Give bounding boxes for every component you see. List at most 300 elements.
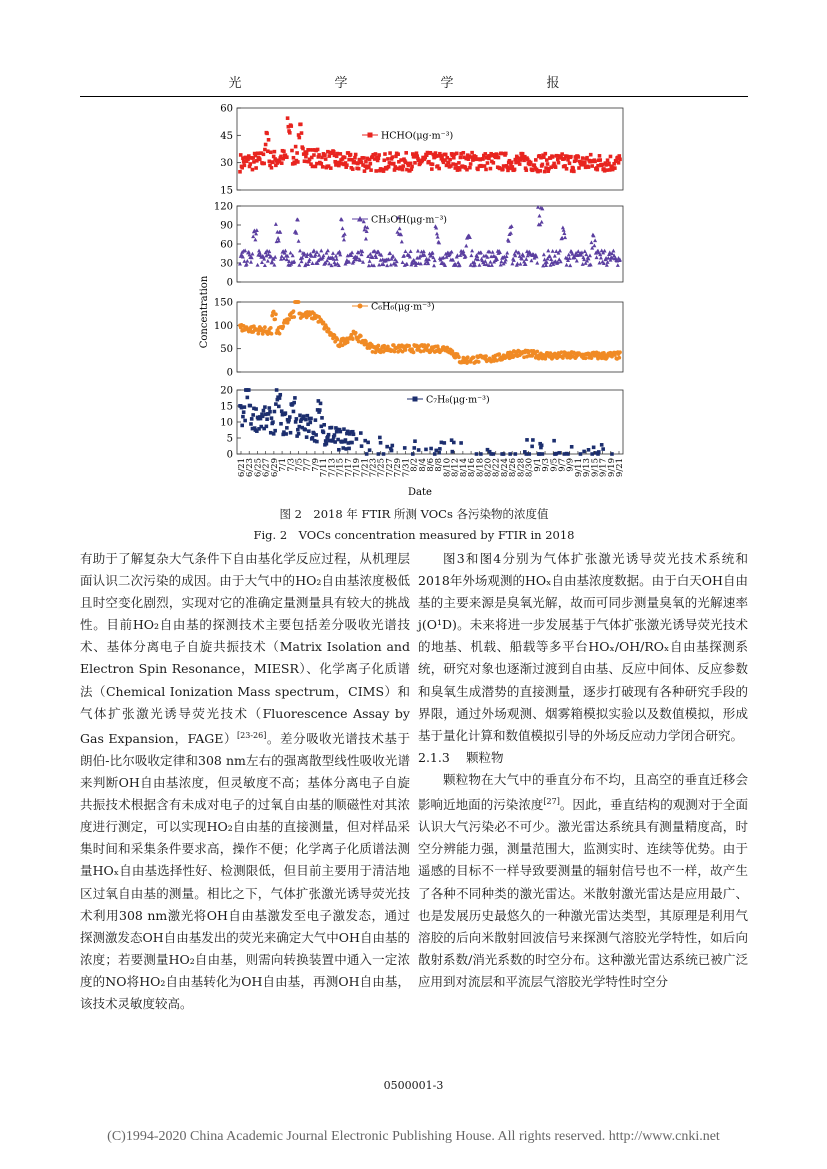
y-tick-label: 90 <box>220 220 233 232</box>
data-point <box>593 238 597 242</box>
data-point <box>385 445 389 449</box>
data-point <box>243 405 247 409</box>
data-point <box>444 153 448 157</box>
data-point <box>390 449 394 453</box>
data-point <box>484 354 488 358</box>
data-point <box>561 225 565 229</box>
data-point <box>270 166 274 170</box>
data-point <box>295 417 299 421</box>
data-point <box>483 259 487 263</box>
data-point <box>262 152 266 156</box>
data-point <box>404 348 408 352</box>
data-point <box>583 161 587 165</box>
data-point <box>268 410 272 414</box>
chart-panel-0 <box>220 104 623 197</box>
data-point <box>254 166 258 170</box>
data-point <box>568 263 572 267</box>
data-point <box>353 156 357 160</box>
data-point <box>510 160 514 164</box>
x-tick-label: 7/27 <box>384 458 395 478</box>
chart-panel-3 <box>220 386 623 461</box>
data-point <box>262 162 266 166</box>
data-point <box>283 249 287 253</box>
data-point <box>247 250 251 254</box>
data-point <box>260 260 264 264</box>
data-point <box>304 418 308 422</box>
data-point <box>239 153 243 157</box>
journal-header: 光 学 学 报 <box>80 72 748 97</box>
data-point <box>412 350 416 354</box>
data-point <box>484 168 488 172</box>
data-point <box>587 448 591 452</box>
data-point <box>294 145 298 149</box>
x-tick-label: 7/5 <box>294 458 305 472</box>
data-point <box>457 161 461 165</box>
data-point <box>596 168 600 172</box>
data-point <box>412 446 416 450</box>
data-point <box>401 260 405 264</box>
data-point <box>587 165 591 169</box>
data-point <box>298 413 302 417</box>
x-tick-label: 9/3 <box>541 458 552 472</box>
data-point <box>331 251 335 255</box>
x-tick-label: 7/3 <box>286 458 297 472</box>
data-point <box>288 131 292 135</box>
data-point <box>466 355 470 359</box>
data-point <box>238 170 242 174</box>
x-tick-label: 8/8 <box>434 458 445 472</box>
data-point <box>357 167 361 171</box>
data-point <box>256 263 260 267</box>
y-tick-label: 50 <box>220 344 233 356</box>
data-point <box>305 435 309 439</box>
data-point <box>537 214 541 218</box>
data-point <box>589 240 593 244</box>
data-point <box>431 162 435 166</box>
x-axis-label: Date <box>408 487 432 498</box>
data-points-0 <box>238 116 622 173</box>
data-point <box>287 318 291 322</box>
data-point <box>542 252 546 256</box>
data-point <box>366 441 370 445</box>
data-point <box>387 165 391 169</box>
data-point <box>364 160 368 164</box>
data-point <box>290 149 294 153</box>
data-point <box>403 249 407 253</box>
data-point <box>332 260 336 264</box>
data-point <box>401 164 405 168</box>
data-point <box>470 249 474 253</box>
data-point <box>262 409 266 413</box>
data-point <box>468 166 472 170</box>
data-point <box>508 452 512 456</box>
x-tick-label: 6/25 <box>253 458 264 478</box>
data-point <box>378 436 382 440</box>
data-point <box>342 238 346 242</box>
data-point <box>546 249 550 253</box>
data-point <box>457 355 461 359</box>
section-title: 颗粒物 <box>466 749 504 765</box>
data-point <box>307 429 311 433</box>
data-point <box>603 249 607 253</box>
x-tick-label: 7/15 <box>335 458 346 478</box>
data-point <box>430 167 434 171</box>
data-point <box>322 423 326 427</box>
data-point <box>501 168 505 172</box>
data-point <box>360 444 364 448</box>
data-point <box>470 151 474 155</box>
legend-label: CH₃OH(μg·m⁻³) <box>371 214 447 226</box>
data-point <box>600 443 604 447</box>
data-point <box>284 432 288 436</box>
y-axis-label: Concentration <box>199 275 210 349</box>
data-point <box>248 162 252 166</box>
data-point <box>354 331 358 335</box>
data-point <box>246 396 250 400</box>
data-point <box>409 162 413 166</box>
data-point <box>267 138 271 142</box>
data-point <box>278 396 282 400</box>
data-point <box>359 334 363 338</box>
data-point <box>455 152 459 156</box>
data-point <box>276 236 280 240</box>
data-point <box>481 157 485 161</box>
data-point <box>272 432 276 436</box>
data-point <box>569 155 573 159</box>
data-point <box>579 452 583 456</box>
x-tick-label: 7/17 <box>343 458 354 478</box>
data-point <box>589 153 593 157</box>
data-point <box>566 452 570 456</box>
x-tick-label: 8/2 <box>409 458 420 472</box>
paragraph: 有助于了解复杂大气条件下自由基化学反应过程，从机理层面认识二次污染的成因。由于大气中的HO₂自由基浓度极低且时空变化剧烈，实现对它的准确定量测量具有较大的挑战性。目前HO₂自由基的探测技术主要包括差分吸收光谱技术、基体分离电子自旋共振技术（Matrix Isolation and Electron Spin Resonance，MIESR）、化学离子化质谱法（Chemical Ionization Mass spectrum，CIMS）和气体扩张激光诱导荧光技术（Fluorescence Assay by Gas Expansion，FAGE）[23-26]。差分吸收光谱技术基于朗伯-比尔吸收定律和308 nm左右的强离散型线性吸收光谱来判断OH自由基浓度，但灵敏度不高；基体分离电子自旋共振技术根据含有未成对电子的过氧自由基的顺磁性对其浓度进行测定，可以实现HO₂自由基的直接测量，但对样品采集时间和采集条件要求高，操作不便；化学离子化质谱法测量HOₓ自由基选择性好、检测限低，但目前主要用于清洁地区过氧自由基的测量。相比之下，气体扩张激光诱导荧光技术利用308 nm激光将OH自由基激发至电子激发态，通过探测激发态OH自由基发出的荧光来确定大气中OH自由基的浓度；若要测量HO₂自由基，则需向转换装置中通入一定浓度的NO将HO₂自由基转化为OH自由基，再测OH自由基，该技术灵敏度较高。 <box>80 551 410 1012</box>
data-point <box>345 163 349 167</box>
data-point <box>388 151 392 155</box>
x-tick-label: 9/19 <box>606 458 617 478</box>
data-point <box>288 415 292 419</box>
data-point <box>289 431 293 435</box>
data-point <box>462 151 466 155</box>
data-point <box>597 450 601 454</box>
data-point <box>592 446 596 450</box>
x-tick-label: 7/21 <box>360 458 371 478</box>
data-point <box>535 261 539 265</box>
data-point <box>362 156 366 160</box>
y-tick-label: 20 <box>220 385 233 397</box>
data-point <box>502 452 506 456</box>
data-point <box>314 418 318 422</box>
data-point <box>436 235 440 239</box>
x-tick-label: 6/29 <box>269 458 280 478</box>
data-point <box>538 169 542 173</box>
x-tick-label: 6/27 <box>261 458 272 478</box>
data-point <box>386 157 390 161</box>
y-tick-label: 5 <box>226 433 233 445</box>
data-point <box>302 414 306 418</box>
x-tick-label: 9/13 <box>582 458 593 478</box>
data-point <box>601 447 605 451</box>
data-point <box>285 426 289 430</box>
data-point <box>303 428 307 432</box>
data-point <box>489 167 493 171</box>
data-point <box>504 152 508 156</box>
data-point <box>333 433 337 437</box>
data-point <box>459 156 463 160</box>
data-point <box>377 153 381 157</box>
data-point <box>530 445 534 449</box>
x-tick-label: 8/20 <box>483 458 494 478</box>
data-point <box>438 447 442 451</box>
x-tick-label: 9/9 <box>565 458 576 472</box>
data-point <box>250 417 254 421</box>
data-point <box>297 263 301 267</box>
left-column <box>80 548 410 1015</box>
data-point <box>554 165 558 169</box>
data-point <box>477 263 481 267</box>
data-point <box>241 415 245 419</box>
data-point <box>469 253 473 257</box>
x-tick-label: 8/16 <box>467 458 478 478</box>
x-tick-label: 8/14 <box>458 458 469 478</box>
data-point <box>536 205 540 209</box>
data-point <box>413 161 417 165</box>
data-point <box>396 152 400 156</box>
data-point <box>243 164 247 168</box>
data-point <box>305 151 309 155</box>
chart-panels <box>214 104 623 461</box>
data-point <box>571 166 575 170</box>
data-point <box>570 445 574 449</box>
data-point <box>376 344 380 348</box>
data-point <box>437 167 441 171</box>
data-point <box>540 220 544 224</box>
data-point <box>492 452 496 456</box>
x-tick-label: 9/15 <box>590 458 601 478</box>
figure-caption-cn: 图 2 2018 年 FTIR 所测 VOCs 各污染物的浓度值 <box>279 507 549 521</box>
data-point <box>588 253 592 257</box>
data-point <box>297 432 301 436</box>
data-point <box>326 248 330 252</box>
data-point <box>469 162 473 166</box>
data-point <box>364 237 368 241</box>
data-point <box>518 162 522 166</box>
data-point <box>613 166 617 170</box>
data-point <box>576 155 580 159</box>
data-point <box>264 143 268 147</box>
data-point <box>527 452 531 456</box>
data-point <box>575 259 579 263</box>
x-tick-label: 8/26 <box>508 458 519 478</box>
paragraph: 颗粒物在大气中的垂直分布不均，且高空的垂直迁移会影响近地面的污染浓度[27]。因此，垂直结构的观测对于全面认识大气污染必不可少。激光雷达系统具有测量精度高，时空分辨能力强，测量范围大，监测实时、连续等优势。由于遥感的目标不一样导致要测量的辐射信号也不一样，故产生了各种不同种类的激光雷达。米散射激光雷达是应用最广、也是发展历史最悠久的一种激光雷达类型，其原理是利用气溶胶的后向米散射回波信号来探测气溶胶光学特性，如后向散射系数/消光系数的时空分布。这种激光雷达系统已被广泛应用到对流层和平流层气溶胶光学特性时空分 <box>418 771 748 989</box>
y-tick-label: 150 <box>213 297 233 309</box>
data-point <box>292 259 296 263</box>
data-point <box>285 257 289 261</box>
data-point <box>518 262 522 266</box>
data-point <box>505 254 509 258</box>
data-point <box>293 396 297 400</box>
x-tick-label: 8/10 <box>442 458 453 478</box>
x-tick-label: 8/6 <box>426 458 436 472</box>
data-point <box>541 163 545 167</box>
data-point <box>273 150 277 154</box>
data-point <box>289 251 293 255</box>
data-point <box>249 422 253 426</box>
data-point <box>296 160 300 164</box>
data-point <box>617 154 621 158</box>
data-point <box>524 257 528 261</box>
x-tick-label: 7/1 <box>278 458 289 472</box>
data-point <box>531 438 535 442</box>
data-point <box>273 410 277 414</box>
data-point <box>459 441 463 445</box>
data-point <box>286 116 290 120</box>
data-point <box>263 325 267 329</box>
data-point <box>609 155 613 159</box>
legend-label: C₆H₆(μg·m⁻³) <box>371 301 435 313</box>
data-point <box>417 448 421 452</box>
x-tick-label: 9/1 <box>532 458 543 472</box>
data-point <box>382 452 386 456</box>
data-point <box>368 259 372 263</box>
data-point <box>365 452 369 456</box>
data-point <box>617 161 621 165</box>
y-tick-label: 0 <box>226 367 233 379</box>
data-point <box>541 452 545 456</box>
y-tick-label: 60 <box>220 103 233 115</box>
data-point <box>258 158 262 162</box>
data-point <box>452 441 456 445</box>
data-point <box>510 262 514 266</box>
data-point <box>540 443 544 447</box>
legend-marker <box>413 397 418 402</box>
data-point <box>618 350 622 354</box>
data-point <box>400 240 404 244</box>
data-point <box>595 255 599 259</box>
data-point <box>524 168 528 172</box>
x-tick-label: 9/7 <box>557 458 568 472</box>
x-tick-label: 6/23 <box>245 458 256 478</box>
data-point <box>398 226 402 230</box>
y-tick-label: 10 <box>220 417 233 429</box>
data-point <box>270 416 274 420</box>
data-point <box>572 170 576 174</box>
data-point <box>374 169 378 173</box>
y-tick-label: 30 <box>220 258 233 270</box>
x-tick-label: 7/29 <box>393 458 404 478</box>
data-point <box>323 153 327 157</box>
data-point <box>486 161 490 165</box>
data-point <box>505 251 509 255</box>
y-tick-label: 15 <box>220 401 233 413</box>
data-point <box>581 156 585 160</box>
data-point <box>410 165 414 169</box>
data-point <box>416 249 420 253</box>
y-tick-label: 45 <box>220 130 233 142</box>
data-point <box>499 259 503 263</box>
data-point <box>551 249 555 253</box>
data-point <box>392 162 396 166</box>
data-point <box>429 447 433 451</box>
data-point <box>269 326 273 330</box>
data-point <box>368 448 372 452</box>
data-point <box>377 452 381 456</box>
data-point <box>267 406 271 410</box>
data-point <box>369 162 373 166</box>
data-point <box>409 249 413 253</box>
data-point <box>265 417 269 421</box>
data-point <box>335 338 339 342</box>
data-point <box>390 444 394 448</box>
data-point <box>238 262 242 266</box>
x-tick-label: 8/4 <box>417 458 428 472</box>
copyright-notice: (C)1994-2020 China Academic Journal Electronic Publishing House. All rights reserved. http://www.cnki.net <box>107 1129 720 1144</box>
data-point <box>590 356 594 360</box>
data-point <box>278 332 282 336</box>
x-tick-label: 7/19 <box>352 458 363 478</box>
data-point <box>339 430 343 434</box>
data-point <box>497 156 501 160</box>
data-point <box>281 325 285 329</box>
x-tick-label: 8/18 <box>475 458 486 478</box>
data-point <box>245 259 249 263</box>
data-point <box>330 426 334 430</box>
citation-ref: [27] <box>543 797 560 807</box>
data-point <box>426 343 430 347</box>
data-point <box>552 439 556 443</box>
data-point <box>452 156 456 160</box>
y-tick-label: 60 <box>220 239 233 251</box>
data-point <box>535 350 539 354</box>
data-point <box>316 148 320 152</box>
legend-marker <box>358 304 363 309</box>
data-point <box>273 255 277 259</box>
data-point <box>385 263 389 267</box>
panel-frame <box>237 108 623 190</box>
data-point <box>347 447 351 451</box>
data-point <box>298 249 302 253</box>
data-point <box>279 422 283 426</box>
data-point <box>274 222 278 226</box>
data-point <box>274 312 278 316</box>
x-tick-label: 9/5 <box>549 458 560 472</box>
data-point <box>275 388 279 392</box>
y-tick-label: 0 <box>226 277 233 289</box>
legend-2 <box>352 302 435 313</box>
x-tick-label: 9/17 <box>598 458 609 478</box>
data-point <box>574 159 578 163</box>
data-point <box>332 150 336 154</box>
data-point <box>350 441 354 445</box>
data-point <box>297 239 301 243</box>
data-point <box>488 260 492 264</box>
data-point <box>295 151 299 155</box>
data-point <box>598 158 602 162</box>
data-point <box>543 170 547 174</box>
data-point <box>320 416 324 420</box>
page-number: 0500001-3 <box>383 1079 444 1092</box>
y-tick-label: 0 <box>226 449 233 461</box>
data-point <box>544 152 548 156</box>
legend-label: C₇H₈(μg·m⁻³) <box>426 394 490 406</box>
data-point <box>351 167 355 171</box>
x-tick-label: 6/21 <box>237 458 247 478</box>
data-point <box>280 409 284 413</box>
data-point <box>557 451 561 455</box>
data-point <box>618 158 622 162</box>
data-point <box>525 438 529 442</box>
data-point <box>337 448 341 452</box>
data-point <box>382 158 386 162</box>
